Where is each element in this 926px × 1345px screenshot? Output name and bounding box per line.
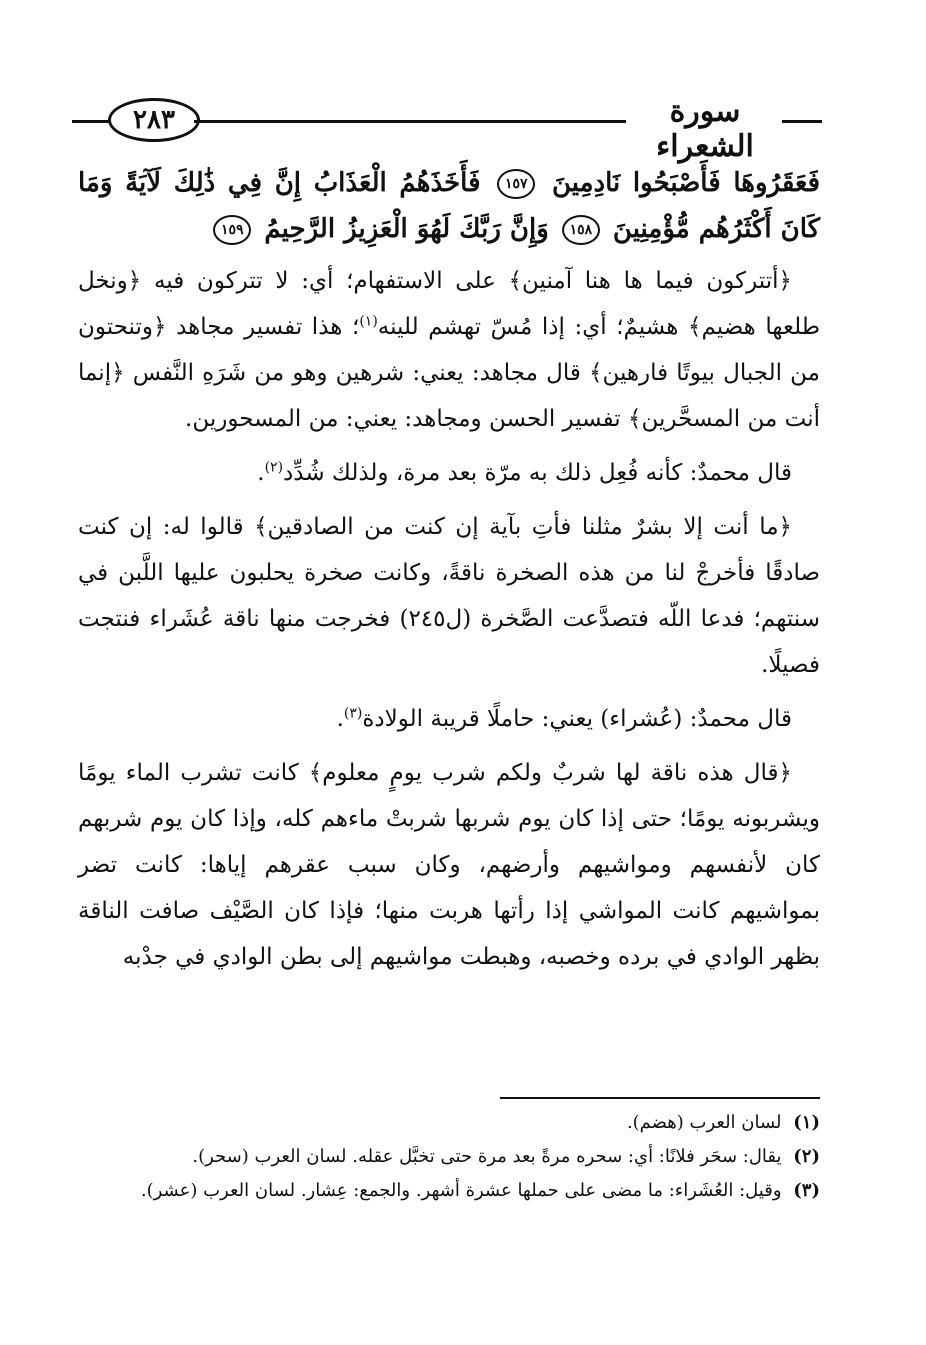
ayah-number-157: ١٥٧	[497, 169, 535, 199]
header-rule-left	[72, 120, 112, 123]
commentary-paragraph	[78, 450, 820, 496]
paragraph-text: ﴿قال هذه ناقة لها شربٌ ولكم شرب يومٍ معلوم﴾ كانت تشرب الماء يومًا ويشربونه يومًا؛ حتى إذا كان يوم شربها شربتْ ماءهم كله، وإذا كان يوم شربهم كان لأنفسهم ومواشيهم وأرضهم، وكان سبب عقرهم إياها: كانت تضر بمواشيهم كانت المواشي إذا رأتها هربت منها؛ فإذا كان الصَّيْف صافت الناقة بظهر الوادي في برده وخصبه، وهبطت مواشيهم إلى بطن الوادي في جدْبه	[78, 760, 820, 970]
quran-verses	[78, 160, 820, 252]
paragraph-text: قال محمدٌ: (عُشراء) يعني: حاملًا قريبة الولادة	[362, 706, 792, 732]
footnote-text: لسان العرب (هضم).	[626, 1112, 782, 1133]
page-number	[108, 98, 200, 142]
commentary-paragraph	[78, 696, 820, 742]
footnote-number: (٢)	[793, 1146, 820, 1167]
footnote-ref-1: (١)	[359, 313, 378, 330]
surah-title: سورة الشعراء	[628, 94, 782, 164]
footnote-text: وقيل: العُشَراء: ما مضى على حملها عشرة أشهر. والجمع: عِشار. لسان العرب (عشر).	[140, 1180, 782, 1201]
ayah-number-159: ١٥٩	[213, 215, 251, 245]
footnote-number: (٣)	[793, 1180, 820, 1201]
paragraph-text: ﴿أتتركون فيما ها هنا آمنين﴾ على الاستفهام؛ أي: لا تتركون فيه ﴿ونخل طلعها هضيم﴾ هشيمٌ؛ أي: إذا مُسّ تهشم للينه	[78, 268, 820, 340]
footnote-ref-2: (٢)	[264, 459, 284, 476]
commentary-paragraph	[78, 750, 820, 980]
main-text	[78, 160, 820, 988]
paragraph-text: ﴿ما أنت إلا بشرٌ مثلنا فأتِ بآية إن كنت من الصادقين﴾ قالوا له: إن كنت صادقًا فأخرجْ لنا من هذه الصخرة ناقةً، وكانت صخرة يحلبون عليها اللَّبن في سنتهم؛ فدعا اللّه فتصدَّعت الصَّخرة (ل٢٤٥) فخرجت منها ناقة عُشَراء فنتجت فصيلًا.	[78, 514, 820, 678]
commentary-paragraph	[78, 504, 820, 688]
page-header	[72, 80, 822, 164]
verse-text: فَعَقَرُوهَا فَأَصْبَحُوا نَادِمِينَ	[551, 168, 820, 198]
paragraph-text: قال محمدٌ: كأنه فُعِل ذلك به مرّة بعد مرة، ولذلك شُدِّد	[283, 460, 792, 486]
footnote-text: يقال: سحَر فلانًا: أي: سحره مرةً بعد مرة حتى تخبَّل عقله. لسان العرب (سحر).	[192, 1146, 782, 1167]
page-number-text: ٢٨٣	[133, 105, 175, 135]
verse-text: وَإِنَّ رَبَّكَ لَهُوَ الْعَزِيزُ الرَّحِيمُ	[264, 214, 549, 244]
paragraph-text: ؛ هذا تفسير مجاهد ﴿وتنحتون من الجبال بيوتًا فارهين﴾ قال مجاهد: يعني: شرهين وهو من شَرَهِ النَّفس ﴿إنما أنت من المسحَّرين﴾ تفسير الحسن ومجاهد: يعني: من المسحورين.	[78, 314, 820, 432]
footnote-number: (١)	[793, 1112, 820, 1133]
footnote-1	[78, 1106, 820, 1140]
footnote-2	[78, 1140, 820, 1174]
footnote-separator	[500, 1097, 820, 1099]
paragraph-end: .	[257, 460, 265, 486]
footnotes	[78, 1106, 820, 1208]
commentary-paragraph	[78, 258, 820, 442]
ayah-number-158: ١٥٨	[562, 215, 600, 245]
verse-text: فَأَخَذَهُمُ الْعَذَابُ إِنَّ فِي ذَٰلِكَ لَآيَةً وَمَا كَانَ أَكْثَرُهُم مُّؤْمِنِينَ	[78, 168, 820, 244]
footnote-ref-3: (٣)	[343, 705, 363, 722]
footnote-3	[78, 1174, 820, 1208]
paragraph-end: .	[336, 706, 344, 732]
header-rule-right	[782, 120, 822, 123]
header-rule-middle	[194, 120, 626, 123]
